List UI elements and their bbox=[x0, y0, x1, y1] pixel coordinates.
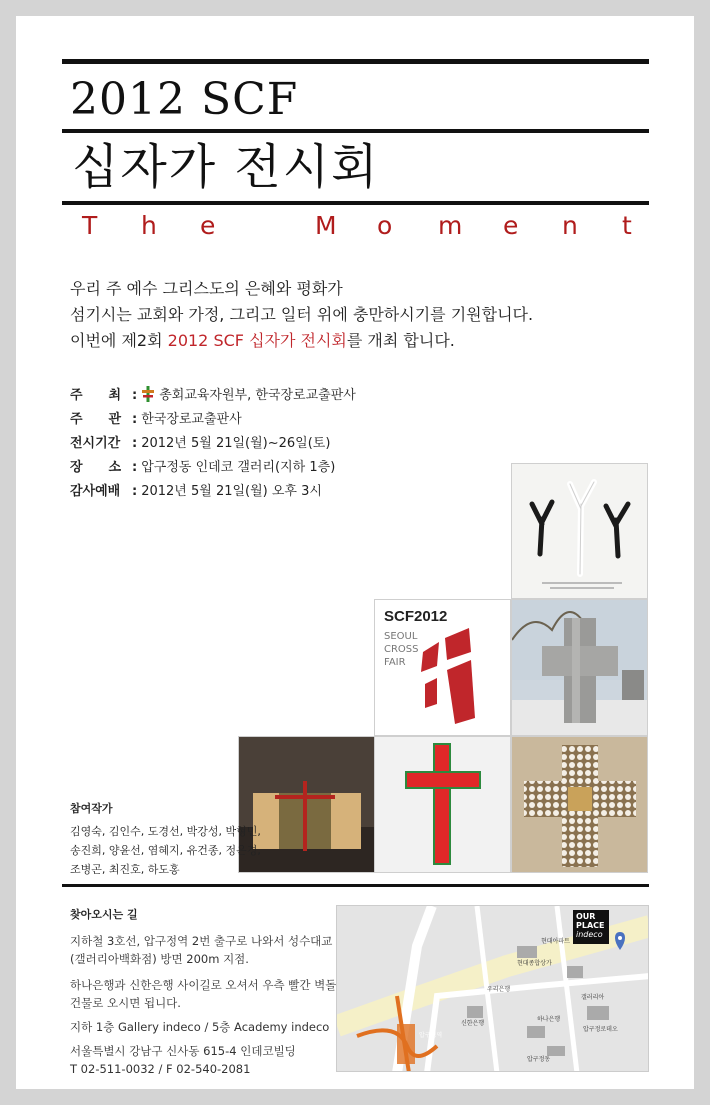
info-row-venue bbox=[70, 456, 356, 480]
map-label: 압구정역 bbox=[419, 1032, 443, 1039]
info-value: 한국장로교출판사 bbox=[141, 412, 242, 427]
directions-title: 찾아오시는 길 bbox=[70, 908, 138, 921]
info-row-host bbox=[70, 384, 356, 408]
info-separator: : bbox=[132, 484, 138, 499]
stone-cross-icon bbox=[512, 600, 648, 736]
info-row-service bbox=[70, 480, 356, 504]
map-logo bbox=[573, 910, 609, 944]
intro-text: 를 개최 합니다. bbox=[346, 331, 455, 350]
scf-logo-line: SEOUL bbox=[384, 631, 418, 642]
directions-line: 하나은행과 신한은행 사이길로 오셔서 우측 빨간 벽돌 bbox=[70, 978, 337, 992]
subtitle-letter: t bbox=[622, 211, 632, 240]
map-label: 압구정로데오 bbox=[583, 1026, 618, 1033]
scf-logo-title: SCF2012 bbox=[384, 608, 448, 625]
info-label: 장 소 bbox=[70, 460, 122, 475]
subtitle-letter: M bbox=[315, 211, 337, 240]
map-label: 현대아파트 bbox=[541, 938, 570, 945]
info-separator: : bbox=[132, 412, 138, 427]
info-separator: : bbox=[132, 388, 138, 403]
info-separator: : bbox=[132, 460, 138, 475]
subtitle-letter: e bbox=[503, 211, 519, 240]
exhibition-name-highlight: 2012 SCF 십자가 전시회 bbox=[167, 331, 347, 350]
artwork-branch-crosses bbox=[511, 463, 648, 599]
top-rule bbox=[62, 59, 649, 64]
event-info bbox=[70, 384, 356, 504]
intro-paragraph bbox=[70, 276, 533, 354]
church-logo-icon bbox=[141, 386, 155, 402]
info-value: 총회교육자원부, 한국장로교출판사 bbox=[159, 388, 356, 403]
subtitle-letter: e bbox=[200, 211, 216, 240]
bottom-rule bbox=[62, 884, 649, 887]
branch-crosses-icon bbox=[512, 464, 648, 599]
info-value: 2012년 5월 21일(월)~26일(토) bbox=[141, 436, 331, 451]
directions-line: 지하철 3호선, 압구정역 2번 출구로 나와서 성수대교 bbox=[70, 934, 333, 948]
artists-list: 김영숙, 김인수, 도경선, 박강성, 박형민, 송진희, 양윤선, 염혜지, 유건종, 정은경, 조병곤, 최진호, 하도홍 bbox=[70, 825, 261, 876]
map-logo-line: indeco bbox=[576, 930, 603, 939]
artwork-red-cross bbox=[374, 736, 511, 873]
artwork-stone-cross bbox=[511, 599, 648, 736]
map-label: 현대종합상가 bbox=[517, 960, 552, 967]
info-row-organizer bbox=[70, 408, 356, 432]
map-label: 우리은행 bbox=[487, 986, 511, 993]
location-map[interactable] bbox=[336, 905, 649, 1072]
subtitle-letter: o bbox=[377, 211, 393, 240]
directions-line: (갤러리아백화점) 방면 200m 지점. bbox=[70, 952, 249, 966]
intro-line bbox=[70, 328, 533, 354]
intro-line: 우리 주 예수 그리스도의 은혜와 평화가 bbox=[70, 279, 343, 298]
directions-line: 건물로 오시면 됩니다. bbox=[70, 996, 181, 1010]
map-label: 하나은행 bbox=[537, 1016, 561, 1023]
lattice-cross-icon bbox=[512, 737, 648, 873]
subtitle-letter: n bbox=[562, 211, 578, 240]
info-value: 압구정동 인데코 갤러리(지하 1층) bbox=[141, 460, 336, 475]
intro-text: 이번에 제2회 bbox=[70, 331, 168, 350]
info-label: 전시기간 bbox=[70, 436, 121, 451]
lower-rule bbox=[62, 201, 649, 205]
poster-title-english: 2012 SCF bbox=[70, 74, 299, 125]
map-logo-line: PLACE bbox=[576, 921, 605, 930]
subtitle-letter: m bbox=[438, 211, 463, 240]
artists-title: 참여작가 bbox=[70, 802, 113, 815]
poster-title-korean: 십자가 전시회 bbox=[72, 139, 380, 195]
map-logo-line: OUR bbox=[576, 912, 596, 921]
scf-cross-icon bbox=[375, 600, 511, 736]
map-label: 압구정동 bbox=[527, 1056, 551, 1063]
artwork-lattice-cross bbox=[511, 736, 648, 873]
info-value: 2012년 5월 21일(월) 오후 3시 bbox=[141, 484, 322, 499]
directions-address: 서울특별시 강남구 신사동 615-4 인데코빌딩 bbox=[70, 1044, 296, 1058]
map-label: 갤러리아 bbox=[581, 994, 605, 1001]
scf-logo-panel bbox=[374, 599, 511, 736]
subtitle-the-moment bbox=[62, 210, 649, 242]
info-label: 주 최 bbox=[70, 388, 122, 403]
intro-line: 섬기시는 교회와 가정, 그리고 일터 위에 충만하시기를 기원합니다. bbox=[70, 305, 534, 324]
scf-logo-line: FAIR bbox=[384, 657, 406, 668]
directions-line: 지하 1층 Gallery indeco / 5층 Academy indeco bbox=[70, 1020, 330, 1034]
subtitle-letter: h bbox=[141, 211, 157, 240]
info-label: 감사예배 bbox=[70, 484, 121, 499]
info-separator: : bbox=[132, 436, 138, 451]
map-label: 신한은행 bbox=[461, 1020, 485, 1027]
info-row-period bbox=[70, 432, 356, 456]
directions-phone: T 02-511-0032 / F 02-540-2081 bbox=[70, 1062, 251, 1076]
scf-logo-line: CROSS bbox=[384, 644, 419, 655]
subtitle-letter: T bbox=[82, 211, 98, 240]
info-label: 주 관 bbox=[70, 412, 122, 427]
middle-rule bbox=[62, 129, 649, 133]
red-cross-icon bbox=[375, 737, 511, 873]
